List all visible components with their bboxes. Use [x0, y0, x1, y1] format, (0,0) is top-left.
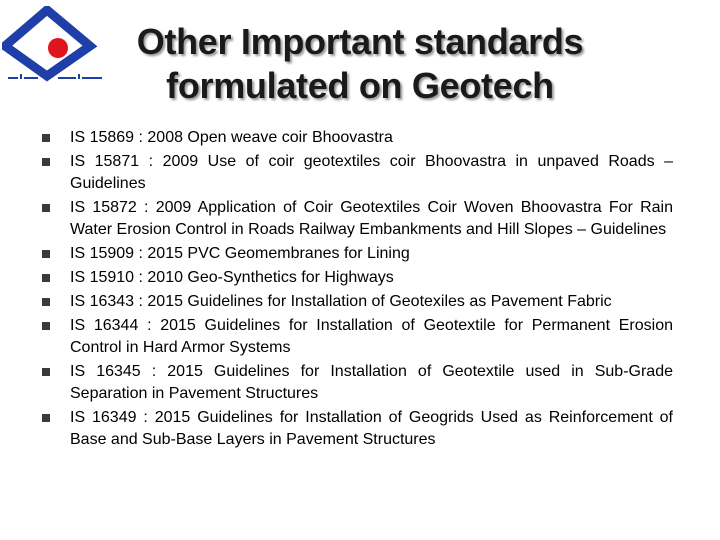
- list-item-text: IS 16344 : 2015 Guidelines for Installation of Geotextile for Permanent Erosion Control in Hard Armor Systems: [70, 317, 673, 356]
- list-item: [40, 361, 673, 405]
- list-item: [40, 197, 673, 241]
- bullet-icon: [42, 134, 50, 142]
- list-item: [40, 291, 673, 313]
- list-item: [40, 315, 673, 359]
- list-item-text: IS 16343 : 2015 Guidelines for Installation of Geotexiles as Pavement Fabric: [70, 293, 612, 310]
- bullet-icon: [42, 250, 50, 258]
- standards-list: [40, 127, 673, 453]
- list-item: [40, 243, 673, 265]
- slide-title: [100, 20, 620, 108]
- list-item: [40, 127, 673, 149]
- bullet-icon: [42, 274, 50, 282]
- list-item-text: IS 16345 : 2015 Guidelines for Installation of Geotextile used in Sub-Grade Separation in Pavement Structures: [70, 363, 673, 402]
- list-item-text: IS 15871 : 2009 Use of coir geotextiles coir Bhoovastra in unpaved Roads – Guidelines: [70, 153, 673, 192]
- list-item-text: IS 15909 : 2015 PVC Geomembranes for Lining: [70, 245, 410, 262]
- title-line-2: formulated on Geotech: [166, 65, 554, 106]
- bullet-icon: [42, 204, 50, 212]
- list-item: [40, 267, 673, 289]
- list-item: [40, 151, 673, 195]
- bullet-icon: [42, 322, 50, 330]
- list-item-text: IS 15869 : 2008 Open weave coir Bhoovastra: [70, 129, 393, 146]
- list-item-text: IS 15872 : 2009 Application of Coir Geotextiles Coir Woven Bhoovastra For Rain Water Erosion Control in Roads Railway Embankments and Hill Slopes – Guidelines: [70, 199, 673, 238]
- title-line-1: Other Important standards: [136, 21, 584, 62]
- list-item: [40, 407, 673, 451]
- bullet-icon: [42, 298, 50, 306]
- bullet-icon: [42, 158, 50, 166]
- bis-logo-icon: [2, 6, 112, 82]
- bullet-icon: [42, 414, 50, 422]
- bullet-icon: [42, 368, 50, 376]
- list-item-text: IS 15910 : 2010 Geo-Synthetics for Highways: [70, 269, 394, 286]
- list-item-text: IS 16349 : 2015 Guidelines for Installation of Geogrids Used as Reinforcement of Base and Sub-Base Layers in Pavement Structures: [70, 409, 673, 448]
